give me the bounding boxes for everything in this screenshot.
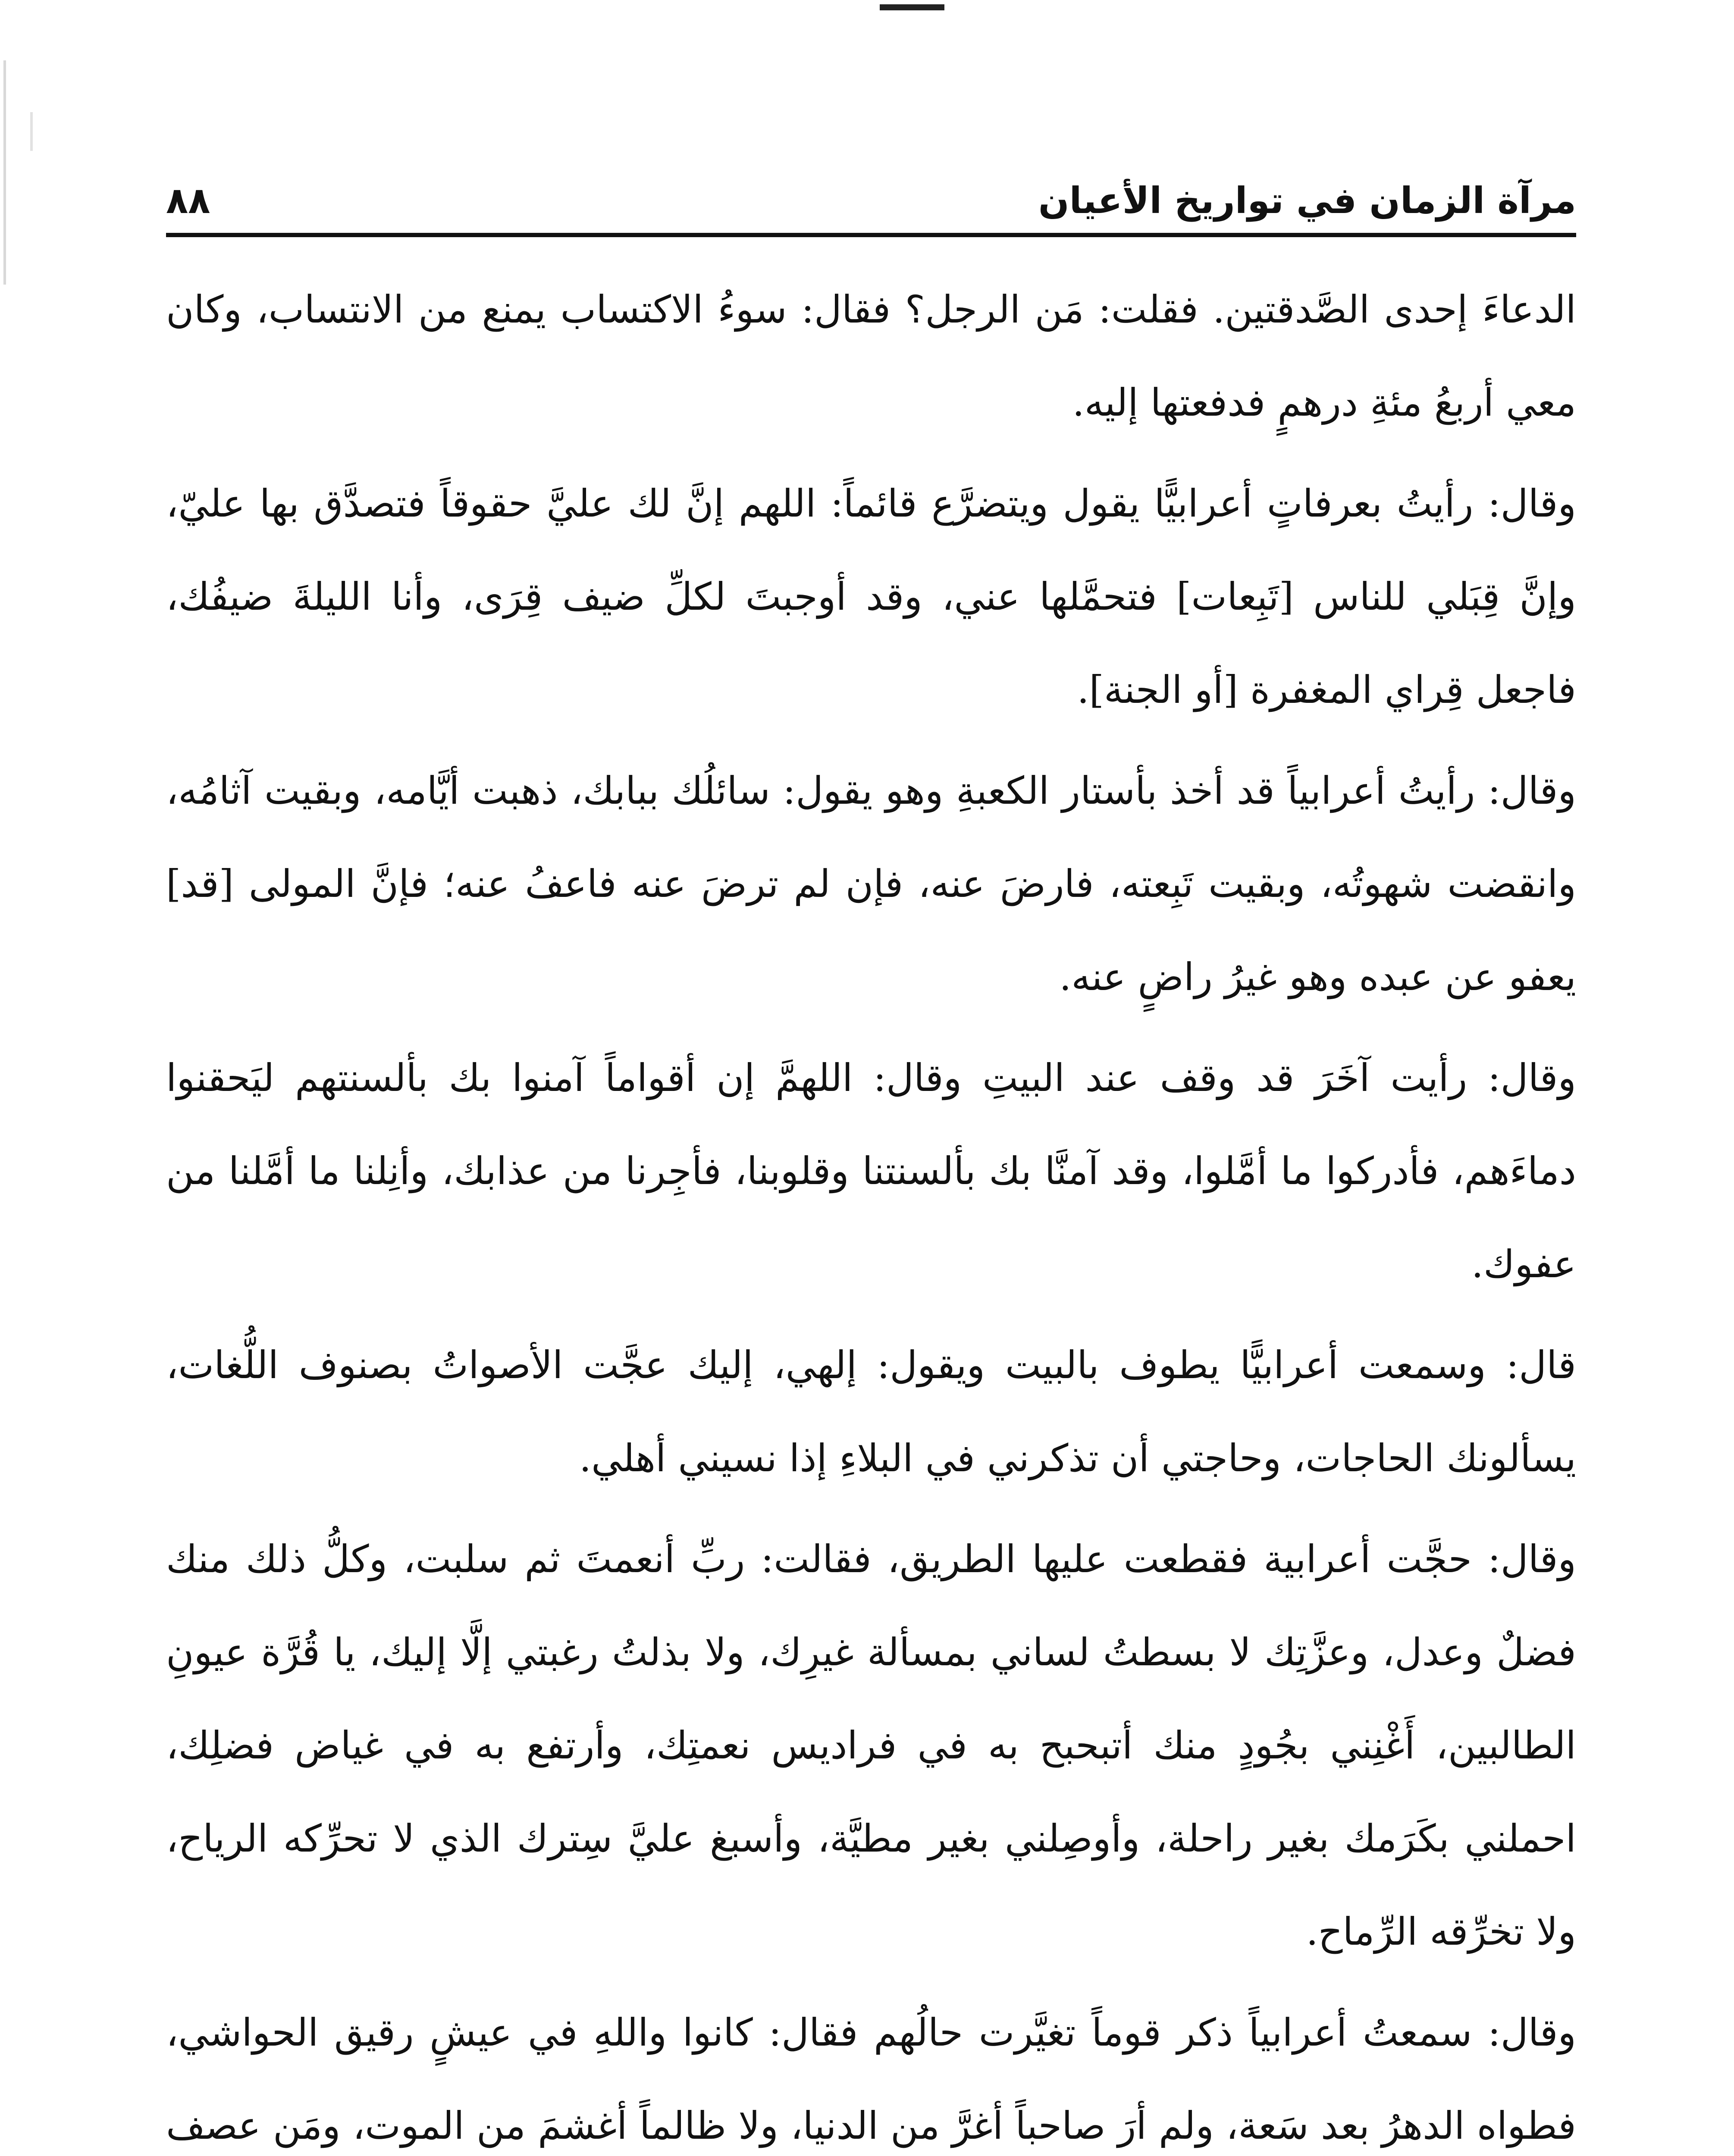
book-page bbox=[166, 164, 1576, 2156]
book-title: مرآة الزمان في تواريخ الأعيان bbox=[1038, 179, 1576, 222]
running-header bbox=[166, 164, 1576, 237]
scan-gutter-line bbox=[3, 60, 6, 285]
paragraph-2: وقال: رأيتُ بعرفاتٍ أعرابيًّا يقول ويتضرَّع قائماً: اللهم إنَّ لك عليَّ حقوقاً فتصدَّق بها عليّ، وإنَّ قِبَلي للناس [تَبِعات] فتحمَّلها عني، وقد أوجبتَ لكلِّ ضيف قِرَى، وأنا الليلةَ ضيفُك، فاجعل قِراي المغفرة [أو الجنة]. bbox=[166, 481, 1576, 712]
body-text bbox=[166, 263, 1576, 2156]
paragraph-6: وقال: حجَّت أعرابية فقطعت عليها الطريق، فقالت: ربِّ أنعمتَ ثم سلبت، وكلُّ ذلك منك فضلٌ وعدل، وعزَّتِك لا بسطتُ لساني بمسألة غيرِك، ولا بذلتُ رغبتي إلَّا إليك، يا قُرَّة عيونِ الطالبين، أَغْنِني بجُودٍ منك أتبحبح به في فراديس نعمتِك، وأرتفع به في غياض فضلِك، احملني بكَرَمك بغير راحلة، وأوصِلني بغير مطيَّة، وأسبغ عليَّ سِترك الذي لا تحرِّكه الرياح، ولا تخرِّقه الرِّماح. bbox=[166, 1537, 1577, 1954]
scan-gutter-mark bbox=[30, 112, 33, 151]
top-edge-mark bbox=[880, 4, 944, 10]
paragraph-7: وقال: سمعتُ أعرابياً ذكر قوماً تغيَّرت حالُهم فقال: كانوا واللهِ في عيشٍ رقيق الحواشي، فطواه الدهرُ بعد سَعة، ولم أرَ صاحباً أغرَّ من الدنيا، ولا ظالماً أغشمَ من الموت، ومَن عصف bbox=[166, 2010, 1577, 2148]
page-number: ٨٨ bbox=[166, 179, 210, 222]
paragraph-3: وقال: رأيتُ أعرابياً قد أخذ بأستار الكعبةِ وهو يقول: سائلُك ببابك، ذهبت أيَّامه، وبقيت آثامُه، وانقضت شهوتُه، وبقيت تَبِعته، فارضَ عنه، فإن لم ترضَ عنه فاعفُ عنه؛ فإنَّ المولى [قد] يعفو عن عبده وهو غيرُ راضٍ عنه. bbox=[166, 768, 1576, 999]
header-rule bbox=[166, 233, 1576, 237]
paragraph-5: قال: وسمعت أعرابيًّا يطوف بالبيت ويقول: إلهي، إليك عجَّت الأصواتُ بصنوف اللُّغات، يسألونك الحاجات، وحاجتي أن تذكرني في البلاءِ إذا نسيني أهلي. bbox=[166, 1343, 1576, 1480]
paragraph-1: الدعاءَ إحدى الصَّدقتين. فقلت: مَن الرجل؟ فقال: سوءُ الاكتساب يمنع من الانتساب، وكان معي أربعُ مئةِ درهمٍ فدفعتها إليه. bbox=[166, 287, 1576, 425]
paragraph-4: وقال: رأيت آخَرَ قد وقف عند البيتِ وقال: اللهمَّ إن أقواماً آمنوا بك بألسنتهم ليَحقنوا دماءَهم، فأدركوا ما أمَّلوا، وقد آمنَّا بك بألسنتنا وقلوبنا، فأجِرنا من عذابك، وأنِلنا ما أمَّلنا من عفوك. bbox=[166, 1056, 1576, 1286]
